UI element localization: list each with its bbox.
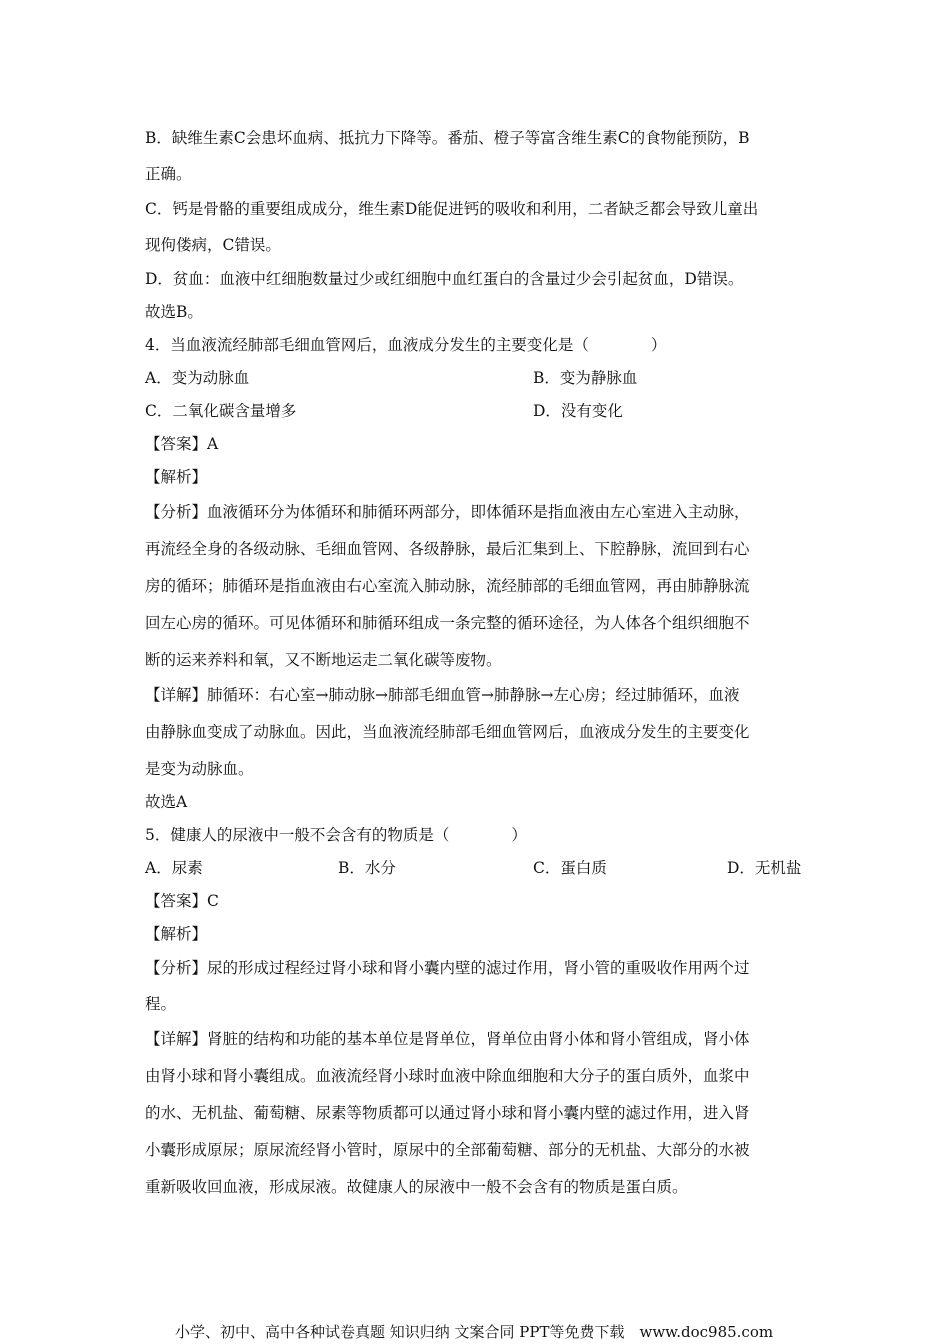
select-answer: 故选A xyxy=(145,793,188,811)
question-stem: 5．健康人的尿液中一般不会含有的物质是（ ） xyxy=(145,826,527,844)
option-d: D．无机盐 xyxy=(727,859,802,877)
analysis-text: 房的循环；肺循环是指血液由右心室流入肺动脉，流经肺部的毛细血管网，再由肺静脉流 xyxy=(145,577,750,595)
text-line: 故选B。 xyxy=(145,303,203,321)
footer-text: 小学、初中、高中各种试卷真题 知识归纳 文案合同 PPT等免费下载 www.doc985.com xyxy=(175,1323,774,1341)
option-a: A．变为动脉血 xyxy=(145,369,250,387)
analysis-text: 【分析】尿的形成过程经过肾小球和肾小囊内壁的滤过作用，肾小管的重吸收作用两个过 xyxy=(145,959,750,977)
analysis-heading: 【解析】 xyxy=(145,925,208,943)
analysis-text: 【分析】血液循环分为体循环和肺循环两部分，即体循环是指血液由左心室进入主动脉， xyxy=(145,503,750,521)
text-line: 现佝偻病，C错误。 xyxy=(145,236,281,254)
analysis-text: 程。 xyxy=(145,995,177,1013)
option-b: B．水分 xyxy=(338,859,396,877)
option-c: C．蛋白质 xyxy=(533,859,607,877)
text-line: B．缺维生素C会患坏血病、抵抗力下降等。番茄、橙子等富含维生素C的食物能预防，B xyxy=(145,129,750,147)
detail-text: 【详解】肾脏的结构和功能的基本单位是肾单位，肾单位由肾小体和肾小管组成，肾小体 xyxy=(145,1030,750,1048)
text-line: 正确。 xyxy=(145,165,192,183)
option-c: C．二氧化碳含量增多 xyxy=(145,402,297,420)
detail-text: 由肾小球和肾小囊组成。血液流经肾小球时血液中除血细胞和大分子的蛋白质外，血浆中 xyxy=(145,1067,750,1085)
detail-text: 是变为动脉血。 xyxy=(145,760,254,778)
option-d: D．没有变化 xyxy=(533,402,623,420)
detail-text: 【详解】肺循环：右心室→肺动脉→肺部毛细血管→肺静脉→左心房；经过肺循环，血液 xyxy=(145,686,740,704)
answer: 【答案】C xyxy=(145,892,219,910)
detail-text: 小囊形成原尿；原尿流经肾小管时，原尿中的全部葡萄糖、部分的无机盐、大部分的水被 xyxy=(145,1141,750,1159)
answer: 【答案】A xyxy=(145,435,219,453)
text-line: C．钙是骨骼的重要组成成分，维生素D能促进钙的吸收和利用，二者缺乏都会导致儿童出 xyxy=(145,200,759,218)
analysis-text: 断的运来养料和氧，又不断地运走二氧化碳等废物。 xyxy=(145,651,502,669)
analysis-text: 回左心房的循环。可见体循环和肺循环组成一条完整的循环途径，为人体各个组织细胞不 xyxy=(145,614,750,632)
analysis-heading: 【解析】 xyxy=(145,468,208,486)
detail-text: 的水、无机盐、葡萄糖、尿素等物质都可以通过肾小球和肾小囊内壁的滤过作用，进入肾 xyxy=(145,1104,750,1122)
detail-text: 重新吸收回血液，形成尿液。故健康人的尿液中一般不会含有的物质是蛋白质。 xyxy=(145,1178,688,1196)
analysis-text: 再流经全身的各级动脉、毛细血管网、各级静脉，最后汇集到上、下腔静脉，流回到右心 xyxy=(145,540,750,558)
detail-text: 由静脉血变成了动脉血。因此，当血液流经肺部毛细血管网后，血液成分发生的主要变化 xyxy=(145,723,750,741)
text-line: D．贫血：血液中红细胞数量过少或红细胞中血红蛋白的含量过少会引起贫血，D错误。 xyxy=(145,270,744,288)
question-stem: 4．当血液流经肺部毛细血管网后，血液成分发生的主要变化是（ ） xyxy=(145,336,667,354)
option-b: B．变为静脉血 xyxy=(533,369,638,387)
option-a: A．尿素 xyxy=(145,859,203,877)
